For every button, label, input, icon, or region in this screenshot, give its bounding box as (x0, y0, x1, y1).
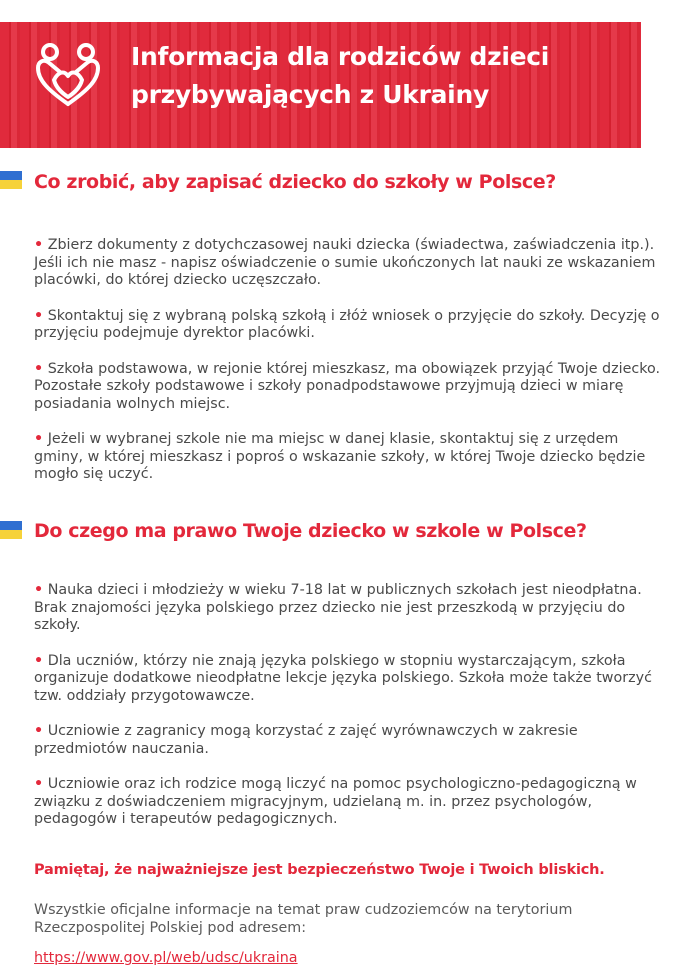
bullet: • (34, 307, 44, 324)
family-heart-icon (30, 38, 106, 114)
bullet: • (34, 237, 44, 253)
list-item-text: Szkoła podstawowa, w rejonie której mieszkasz, ma obowiązek przyjąć Twoje dziecko. Pozostałe szkoły podstawowe i szkoły ponadpodstawowe przyjmują dzieci w miarę posiadania wolnych miejsc. (34, 360, 661, 412)
bullet: • (34, 582, 44, 598)
rights-list (34, 582, 664, 847)
header-banner (0, 22, 641, 148)
bullet: • (34, 776, 44, 792)
safety-reminder: Pamiętaj, że najważniejsze jest bezpieczeństwo Twoje i Twoich bliskich. (34, 862, 605, 878)
list-item (34, 723, 664, 758)
banner-title: Informacja dla rodziców dzieci przybywających z Ukrainy (131, 42, 550, 109)
bullet: • (34, 431, 44, 447)
enrollment-list (34, 237, 664, 502)
info-text: Wszystkie oficjalne informacje na temat praw cudzoziemców na terytorium Rzeczpospolitej Polskiej pod adresem: (34, 902, 573, 936)
list-item-text: Dla uczniów, którzy nie znają języka polskiego w stopniu wystarczającym, szkoła organizuje dodatkowe nieodpłatne lekcje języka polskiego. Szkoła może także tworzyć tzw. oddziały przygotowawcze. (34, 652, 652, 704)
list-item (34, 308, 664, 343)
section-heading-enrollment: Co zrobić, aby zapisać dziecko do szkoły w Polsce? (34, 171, 556, 193)
list-item (34, 776, 664, 829)
list-item (34, 361, 664, 414)
ukraine-flag-icon (0, 171, 22, 189)
ukraine-flag-icon (0, 521, 22, 539)
list-item (34, 653, 664, 706)
list-item-text: Zbierz dokumenty z dotychczasowej nauki dziecka (świadectwa, zaświadczenia itp.). Jeśli ich nie masz - napisz oświadczenie o sumie ukończonych lat nauki ze wskazaniem placówki, do której dziecko uczęszczało. (34, 237, 656, 288)
list-item-text: Uczniowie z zagranicy mogą korzystać z zajęć wyrównawczych w zakresie przedmiotów nauczania. (34, 723, 578, 757)
list-item-text: Nauka dzieci i młodzieży w wieku 7-18 lat w publicznych szkołach jest nieodpłatna. Brak znajomości języka polskiego przez dziecko nie jest przeszkodą w przyjęciu do szkoły. (34, 582, 642, 633)
bullet: • (34, 360, 44, 377)
bullet: • (34, 652, 44, 669)
list-item-text: Skontaktuj się z wybraną polską szkołą i złóż wniosek o przyjęcie do szkoły. Decyzję o przyjęciu podejmuje dyrektor placówki. (34, 307, 660, 341)
list-item-text: Jeżeli w wybranej szkole nie ma miejsc w danej klasie, skontaktuj się z urzędem gminy, w której mieszkasz i poproś o wskazanie szkoły, w której Twoje dziecko będzie mogło się uczyć. (34, 431, 646, 482)
section-heading-rights: Do czego ma prawo Twoje dziecko w szkole w Polsce? (34, 520, 587, 542)
list-item-text: Uczniowie oraz ich rodzice mogą liczyć na pomoc psychologiczno-pedagogiczną w związku z doświadczeniem migracyjnym, udzielaną m. in. przez psychologów, pedagogów i terapeutów pedagogicznych. (34, 776, 637, 827)
list-item (34, 582, 664, 635)
list-item (34, 237, 664, 290)
bullet: • (34, 723, 44, 739)
list-item (34, 431, 664, 484)
gov-link[interactable]: https://www.gov.pl/web/udsc/ukraina (34, 950, 298, 966)
